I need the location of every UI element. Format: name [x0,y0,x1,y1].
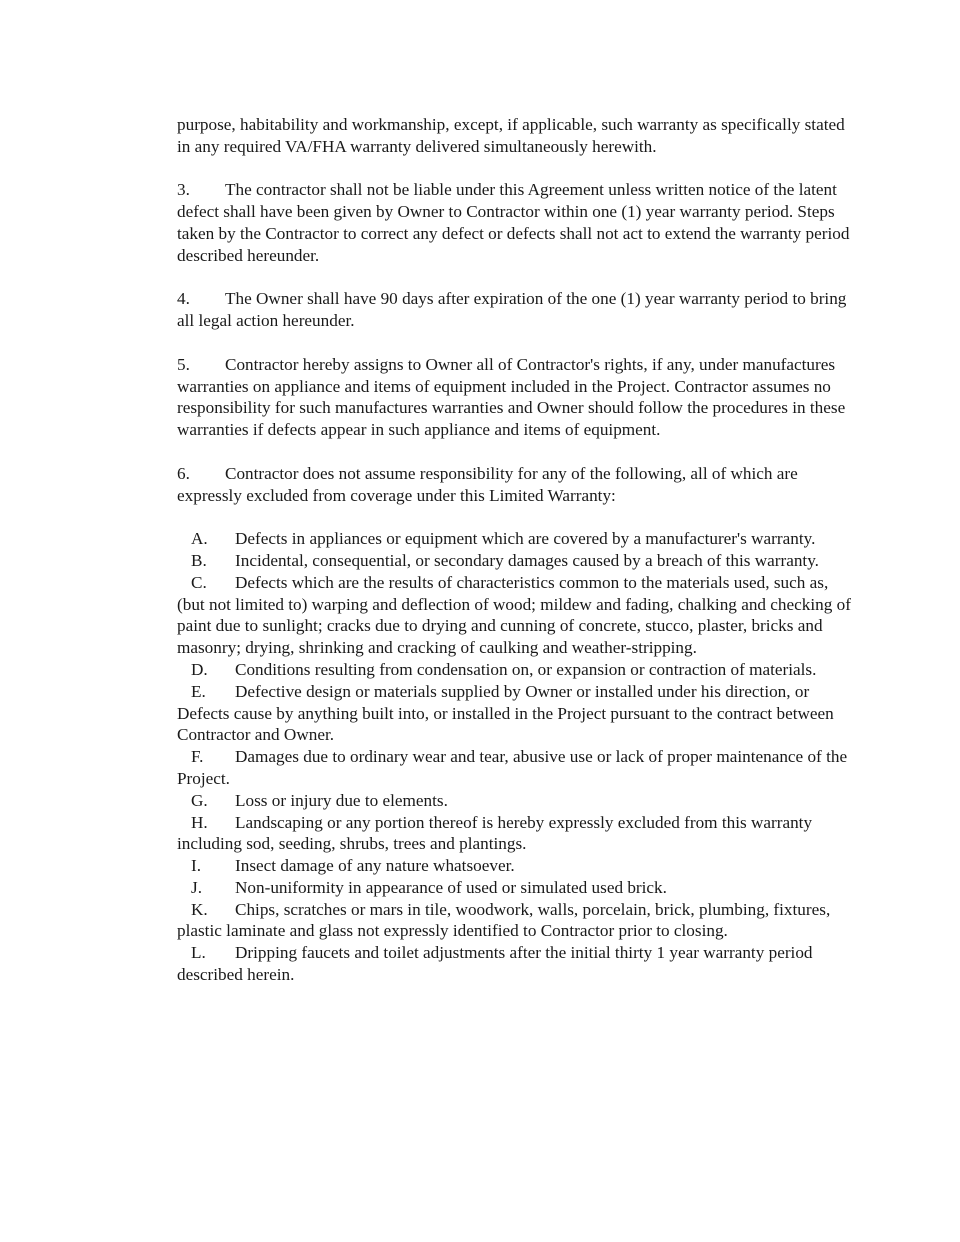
exclusion-text: Defects in appliances or equipment which are covered by a manufacturer's warranty. [235,529,816,549]
exclusion-letter: B. [191,550,207,570]
section-number: 6. [177,463,190,483]
exclusion-item-h [177,812,857,856]
exclusion-item-g [177,790,857,812]
document-page [177,114,857,986]
exclusion-letter: E. [191,681,206,701]
section-4 [177,288,857,332]
section-number: 5. [177,354,190,374]
exclusion-text: Dripping faucets and toilet adjustments after the initial thirty 1 year warranty period described herein. [177,943,813,985]
section-text: Contractor does not assume responsibility for any of the following, all of which are expressly excluded from coverage under this Limited Warranty: [177,463,798,505]
exclusion-letter: F. [191,747,204,767]
exclusion-item-c [177,572,857,659]
exclusion-item-f [177,746,857,790]
intro-paragraph: purpose, habitability and workmanship, except, if applicable, such warranty as specifically stated in any required VA/FHA warranty delivered simultaneously herewith. [177,115,845,156]
section-text: The Owner shall have 90 days after expiration of the one (1) year warranty period to bring all legal action hereunder. [177,289,847,331]
section-text: The contractor shall not be liable under this Agreement unless written notice of the latent defect shall have been given by Owner to Contractor within one (1) year warranty period. Steps taken by the Contractor to correct any defect or defects shall not act to extend the warranty period described hereunder. [177,180,850,265]
exclusion-letter: I. [191,856,202,876]
exclusion-text: Defective design or materials supplied by Owner or installed under his direction, or Defects cause by anything built into, or installed in the Project pursuant to the contract between Contractor and Owner. [177,681,834,745]
exclusion-letter: C. [191,572,207,592]
section-number: 4. [177,289,190,309]
section-text: Contractor hereby assigns to Owner all of Contractor's rights, if any, under manufactures warranties on appliance and items of equipment included in the Project. Contractor assumes no responsibility for such manufactures warranties and Owner should follow the procedures in these warranties if defects appear in such appliance and items of equipment. [177,354,846,440]
exclusion-letter: K. [191,899,208,919]
section-number: 3. [177,180,190,200]
exclusion-item-b [177,550,857,572]
section-3 [177,179,857,266]
section-5 [177,354,857,441]
exclusion-text: Insect damage of any nature whatsoever. [235,856,515,876]
exclusions-list [177,528,857,986]
exclusion-letter: L. [191,943,206,963]
exclusion-item-i [177,855,857,877]
exclusion-item-d [177,659,857,681]
exclusion-item-l [177,942,857,986]
exclusion-text: Damages due to ordinary wear and tear, abusive use or lack of proper maintenance of the Project. [177,747,848,788]
exclusion-item-a [177,528,857,550]
section-6 [177,463,857,507]
exclusion-text: Landscaping or any portion thereof is hereby expressly excluded from this warranty including sod, seeding, shrubs, trees and plantings. [177,812,813,854]
exclusion-text: Defects which are the results of characteristics common to the materials used, such as, (but not limited to) warping and deflection of wood; mildew and fading, chalking and checking of paint due to sunlight; cracks due to drying and cunning of concrete, stucco, plaster, bricks and masonry; drying, shrinking and cracking of caulking and weather-stripping. [177,572,851,658]
exclusion-letter: H. [191,812,208,832]
exclusion-letter: D. [191,659,208,679]
exclusion-letter: G. [191,790,208,810]
exclusion-item-e [177,681,857,746]
exclusion-letter: J. [191,877,202,897]
exclusion-item-k [177,899,857,943]
exclusion-text: Chips, scratches or mars in tile, woodwork, walls, porcelain, brick, plumbing, fixtures, plastic laminate and glass not expressly identified to Contractor prior to closing. [177,899,831,941]
exclusion-text: Non-uniformity in appearance of used or simulated used brick. [235,877,667,897]
exclusion-text: Incidental, consequential, or secondary damages caused by a breach of this warranty. [235,550,819,570]
exclusion-item-j [177,877,857,899]
exclusion-text: Conditions resulting from condensation on, or expansion or contraction of materials. [235,659,817,679]
exclusion-text: Loss or injury due to elements. [235,790,448,810]
exclusion-letter: A. [191,529,208,549]
